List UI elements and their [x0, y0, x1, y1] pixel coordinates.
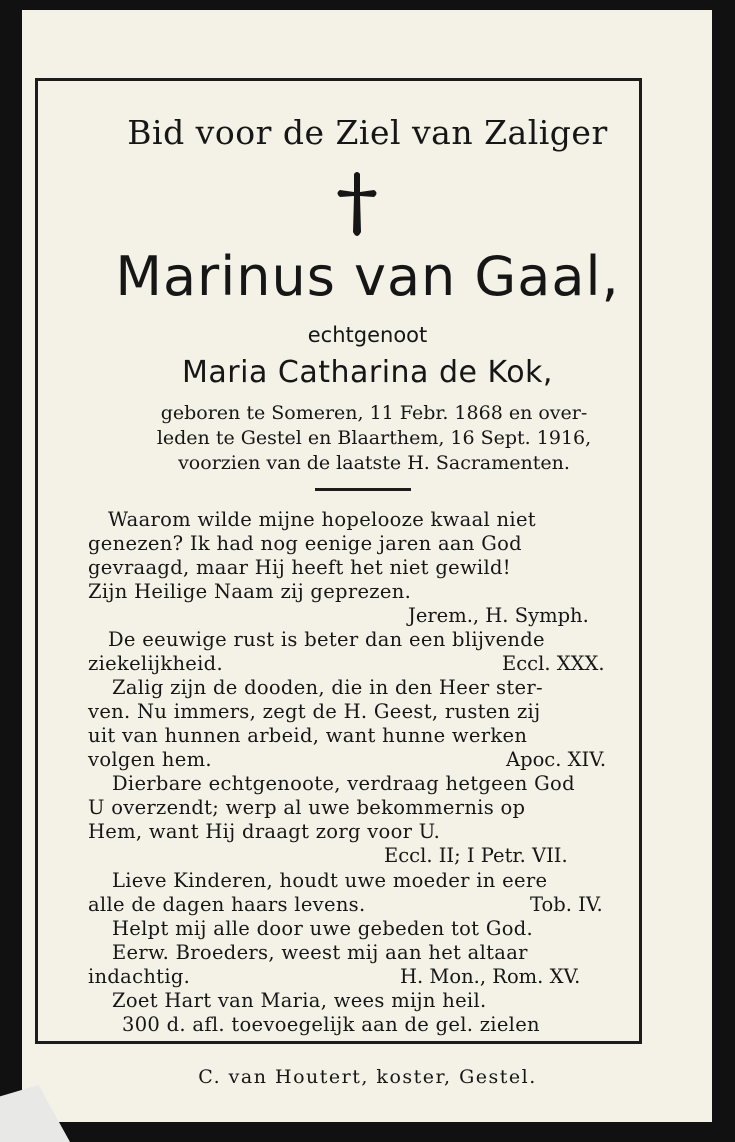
verse-reference: Tob. IV. — [530, 893, 603, 916]
verse-line: Zalig zijn de dooden, die in den Heer ster- — [112, 676, 543, 699]
verse-line: gevraagd, maar Hij heeft het niet gewild! — [88, 556, 511, 579]
verse-reference: Eccl. II; I Petr. VII. — [384, 844, 568, 867]
printer-credit: C. van Houtert, koster, Gestel. — [198, 1066, 537, 1088]
indulgence-line: 300 d. afl. toevoegelijk aan de gel. zielen — [122, 1013, 540, 1036]
deceased-name: Marinus van Gaal, — [115, 245, 620, 308]
spouse-name: Maria Catharina de Kok, — [182, 355, 553, 390]
verse-reference: H. Mon., Rom. XV. — [400, 965, 581, 988]
bio-line: geboren te Someren, 11 Febr. 1868 en over- — [160, 402, 588, 424]
verse-line: Lieve Kinderen, houdt uwe moeder in eere — [112, 869, 548, 892]
verse-line: Dierbare echtgenoote, verdraag hetgeen God — [112, 772, 575, 795]
verse-line: indachtig. — [88, 965, 191, 988]
verse-line: Zijn Heilige Naam zij geprezen. — [88, 580, 412, 603]
verse-line: ziekelijkheid. — [88, 652, 223, 675]
verse-line: De eeuwige rust is beter dan een blijvende — [108, 628, 545, 651]
verse-reference: Eccl. XXX. — [502, 652, 605, 675]
spouse-label: echtgenoot — [307, 323, 428, 347]
verse-line: Waarom wilde mijne hopelooze kwaal niet — [108, 508, 536, 531]
verse-line: ven. Nu immers, zegt de H. Geest, rusten zij — [88, 700, 541, 723]
verse-line: Zoet Hart van Maria, wees mijn heil. — [112, 989, 487, 1012]
card-heading: Bid voor de Ziel van Zaliger — [127, 113, 608, 152]
verse-line: Hem, want Hij draagt zorg voor U. — [88, 820, 441, 843]
verse-line: Eerw. Broeders, weest mij aan het altaar — [112, 941, 528, 964]
verse-reference: Jerem., H. Symph. — [408, 604, 589, 627]
verse-line: genezen? Ik had nog eenige jaren aan God — [88, 532, 522, 555]
bio-line: voorzien van de laatste H. Sacramenten. — [178, 452, 570, 474]
verse-line: alle de dagen haars levens. — [88, 893, 366, 916]
bio-line: leden te Gestel en Blaarthem, 16 Sept. 1916, — [156, 427, 592, 449]
verse-reference: Apoc. XIV. — [506, 748, 607, 771]
verse-line: volgen hem. — [88, 748, 212, 771]
latin-cross-icon — [334, 170, 380, 240]
verse-line: uit van hunnen arbeid, want hunne werken — [88, 724, 528, 747]
verse-line: U overzendt; werp al uwe bekommernis op — [88, 796, 526, 819]
verse-line: Helpt mij alle door uwe gebeden tot God. — [112, 917, 534, 940]
divider-rule — [315, 488, 411, 491]
